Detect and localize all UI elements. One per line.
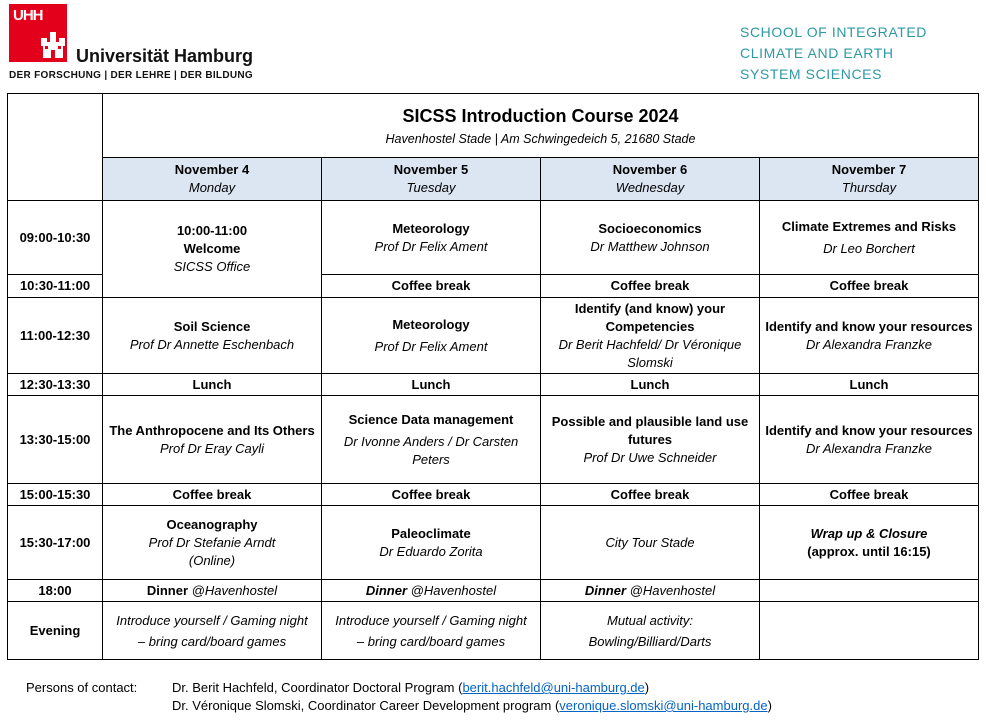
dinner-label: Dinner [146, 582, 189, 598]
session-speaker: Dr Eduardo Zorita [379, 543, 483, 559]
contact-email-link[interactable]: veronique.slomski@uni-hamburg.de [559, 698, 768, 713]
coffee-break-cell: Coffee break [322, 484, 541, 506]
schedule-row [8, 506, 979, 580]
session-speaker: Dr Alexandra Franzke [806, 336, 932, 352]
session-title: Meteorology [392, 220, 470, 236]
session-cell [103, 201, 322, 298]
evening-line: Introduce yourself / Gaming night [116, 612, 308, 628]
logo-letters: UHH [13, 7, 43, 24]
course-title-cell [103, 94, 979, 158]
time-cell: 11:00-12:30 [8, 298, 103, 374]
dinner-label: Dinner [365, 582, 408, 598]
session-title: Identify and know your resources [765, 318, 973, 334]
empty-cell [760, 602, 979, 660]
session-speaker: Dr Berit Hachfeld/ Dr Véronique Slomski [558, 336, 742, 370]
session-title: Identify and know your resources [765, 422, 973, 438]
evening-line: – bring card/board games [137, 633, 287, 649]
contact-text: Dr. Berit Hachfeld, Coordinator Doctoral Program ( [172, 680, 463, 695]
session-cell [760, 506, 979, 580]
schedule-row [8, 201, 979, 275]
time-cell: 15:30-17:00 [8, 506, 103, 580]
day-date: November 6 [612, 162, 688, 177]
schedule-row [8, 298, 979, 374]
schedule-row [8, 602, 979, 660]
evening-cell [541, 602, 760, 660]
evening-line: – bring card/board games [356, 633, 506, 649]
session-speaker: SICSS Office [173, 259, 251, 274]
dinner-cell [541, 580, 760, 602]
coffee-break-cell: Coffee break [760, 484, 979, 506]
time-cell: 10:30-11:00 [8, 275, 103, 298]
session-cell [541, 201, 760, 275]
day-weekday: Monday [188, 180, 236, 195]
course-title: SICSS Introduction Course 2024 [402, 105, 679, 126]
day-date: November 5 [393, 162, 469, 177]
contacts-label: Persons of contact: [26, 680, 138, 695]
session-speaker: Dr Ivonne Anders / Dr Carsten Peters [343, 433, 519, 467]
lunch-cell: Lunch [541, 374, 760, 396]
lunch-cell: Lunch [760, 374, 979, 396]
university-logo [9, 4, 67, 62]
session-title: Identify (and know) your Competencies [574, 300, 726, 334]
session-cell [103, 298, 322, 374]
schedule-table [7, 93, 979, 660]
session-title: Climate Extremes and Risks [781, 218, 957, 234]
session-speaker: Prof Dr Felix Ament [374, 238, 488, 254]
dinner-cell [322, 580, 541, 602]
empty-cell [760, 580, 979, 602]
coffee-break-cell: Coffee break [541, 484, 760, 506]
day-date: November 4 [174, 162, 250, 177]
school-line: CLIMATE AND EARTH [740, 45, 894, 61]
session-note: (Online) [188, 552, 236, 568]
session-speaker: Dr Alexandra Franzke [806, 440, 932, 456]
session-title: Soil Science [173, 318, 251, 334]
castle-icon [41, 32, 65, 58]
session-speaker: Prof Dr Stefanie Arndt [148, 534, 276, 550]
lunch-cell: Lunch [322, 374, 541, 396]
course-location: Havenhostel Stade | Am Schwingedeich 5, 21680 Stade [385, 131, 696, 146]
session-speaker: Prof Dr Uwe Schneider [583, 449, 717, 465]
time-cell: 15:00-15:30 [8, 484, 103, 506]
time-cell: 18:00 [8, 580, 103, 602]
session-title: Wrap up & Closure [810, 525, 928, 541]
dinner-place: @Havenhostel [191, 582, 278, 598]
day-weekday: Tuesday [406, 180, 456, 195]
time-cell: Evening [8, 602, 103, 660]
coffee-break-cell: Coffee break [760, 275, 979, 298]
dinner-place: @Havenhostel [410, 582, 497, 598]
time-cell: 12:30-13:30 [8, 374, 103, 396]
school-line: SCHOOL OF INTEGRATED [740, 24, 928, 40]
evening-cell [322, 602, 541, 660]
coffee-break-cell: Coffee break [541, 275, 760, 298]
day-header [322, 158, 541, 201]
lunch-cell: Lunch [103, 374, 322, 396]
session-title: Possible and plausible land use futures [551, 413, 749, 447]
coffee-break-cell: Coffee break [103, 484, 322, 506]
session-cell [322, 201, 541, 275]
session-title: Welcome [183, 241, 241, 256]
session-title: Paleoclimate [391, 525, 471, 541]
evening-line: Introduce yourself / Gaming night [335, 612, 527, 628]
day-weekday: Wednesday [615, 180, 685, 195]
session-cell [322, 506, 541, 580]
session-cell [103, 396, 322, 484]
session-time: 10:00-11:00 [176, 223, 248, 238]
session-cell [322, 396, 541, 484]
session-speaker: Prof Dr Annette Eschenbach [129, 336, 295, 352]
session-note: (approx. until 16:15) [807, 543, 931, 559]
day-header [760, 158, 979, 201]
contact-close: ) [767, 698, 772, 713]
day-header [541, 158, 760, 201]
schedule-row [8, 374, 979, 396]
university-name: Universität Hamburg [76, 46, 254, 66]
day-date: November 7 [831, 162, 907, 177]
session-title: The Anthropocene and Its Others [109, 422, 315, 438]
session-speaker: Dr Leo Borchert [823, 240, 915, 256]
session-title: Science Data management [348, 411, 514, 427]
time-cell: 09:00-10:30 [8, 201, 103, 275]
evening-cell [103, 602, 322, 660]
university-tagline: DER FORSCHUNG | DER LEHRE | DER BILDUNG [9, 70, 253, 81]
contact-close: ) [644, 680, 650, 695]
dinner-place: @Havenhostel [629, 582, 716, 598]
session-speaker: Dr Matthew Johnson [590, 238, 710, 254]
contacts-section [26, 679, 772, 715]
contact-email-link[interactable]: berit.hachfeld@uni-hamburg.de [462, 680, 645, 695]
session-cell [760, 298, 979, 374]
session-title: Meteorology [392, 316, 470, 332]
session-cell [103, 506, 322, 580]
contact-row [26, 697, 772, 715]
dinner-cell [103, 580, 322, 602]
dinner-label: Dinner [584, 582, 627, 598]
coffee-break-cell: Coffee break [322, 275, 541, 298]
session-speaker: Prof Dr Felix Ament [374, 338, 488, 354]
school-name [740, 22, 927, 85]
evening-line: Bowling/Billiard/Darts [588, 633, 712, 649]
session-cell [541, 396, 760, 484]
session-cell [760, 396, 979, 484]
session-cell [760, 201, 979, 275]
session-cell: City Tour Stade [541, 506, 760, 580]
session-cell [322, 298, 541, 374]
day-weekday: Thursday [841, 180, 897, 195]
day-header [103, 158, 322, 201]
contact-row [26, 679, 772, 697]
session-title: Oceanography [166, 516, 258, 532]
contact-text: Dr. Véronique Slomski, Coordinator Career Development program ( [172, 698, 560, 713]
schedule-row [8, 484, 979, 506]
day-header-row [8, 158, 979, 201]
time-cell: 13:30-15:00 [8, 396, 103, 484]
schedule-row [8, 580, 979, 602]
title-row [8, 94, 979, 158]
evening-line: Mutual activity: [607, 612, 693, 628]
corner-cell [8, 94, 103, 201]
session-title: Socioeconomics [598, 220, 702, 236]
session-cell [541, 298, 760, 374]
schedule-row [8, 396, 979, 484]
school-line: SYSTEM SCIENCES [740, 66, 883, 82]
session-speaker: Prof Dr Eray Cayli [159, 440, 265, 456]
